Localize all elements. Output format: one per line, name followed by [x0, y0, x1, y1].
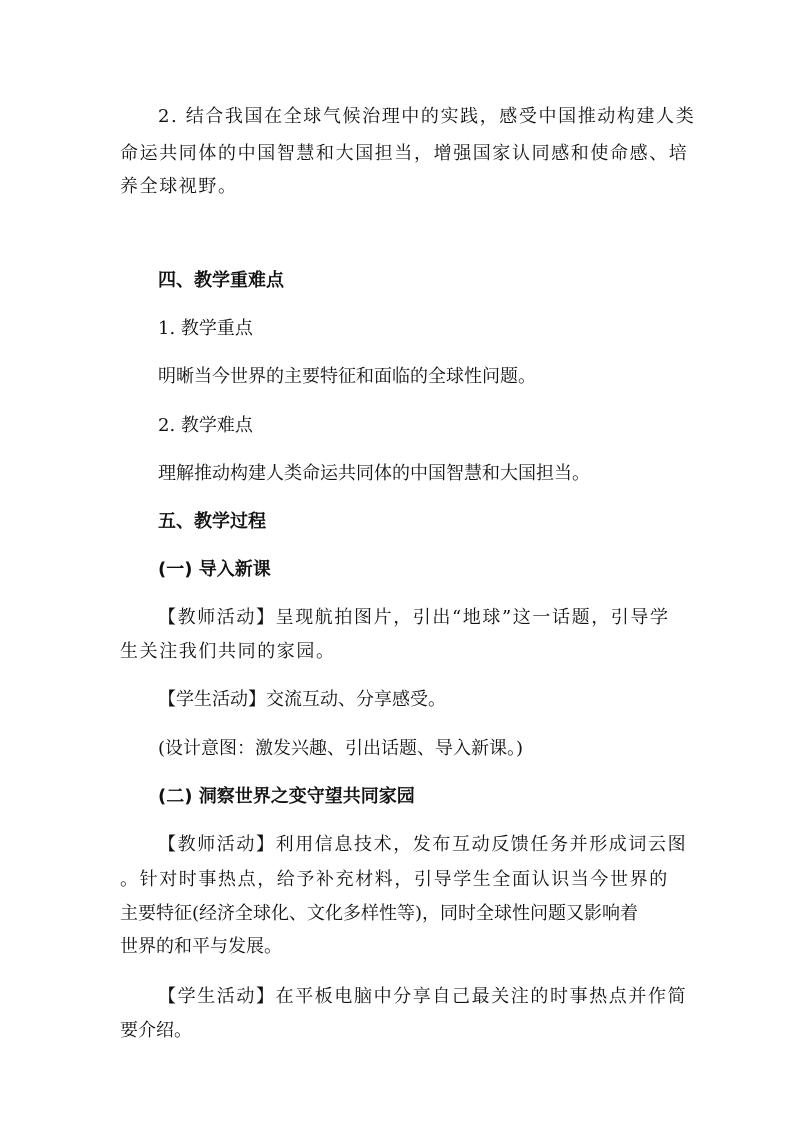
part-1-teacher-line-2: 生关注我们共同的家园。 — [120, 641, 336, 662]
part-2-heading: (二) 洞察世界之变守望共同家园 — [158, 786, 415, 807]
difficult-point-label: 2. 教学难点 — [158, 415, 253, 436]
part-1-student: 【学生活动】交流互动、分享感受。 — [158, 689, 446, 710]
part-2-teacher-line-2: 。针对时事热点，给予补充材料，引导学生全面认识当今世界的 — [120, 869, 669, 890]
part-2-teacher-line-1: 【教师活动】利用信息技术，发布互动反馈任务并形成词云图 — [158, 834, 688, 855]
part-2-teacher-line-3: 主要特征(经济全球化、文化多样性等)，同时全球性问题又影响着 — [120, 903, 639, 924]
key-point-text: 明晰当今世界的主要特征和面临的全球性问题。 — [158, 366, 536, 387]
section-5-heading: 五、教学过程 — [158, 511, 266, 532]
part-2-student-line-2: 要介绍。 — [120, 1020, 192, 1041]
objective-2-line-3: 养全球视野。 — [120, 176, 238, 197]
objective-2-line-2: 命运共同体的中国智慧和大国担当，增强国家认同感和使命感、培 — [120, 143, 689, 164]
part-2-student-line-1: 【学生活动】在平板电脑中分享自己最关注的时事热点并作简 — [158, 986, 688, 1007]
part-2-teacher-line-4: 世界的和平与发展。 — [120, 936, 282, 957]
part-1-teacher-line-1: 【教师活动】呈现航拍图片，引出“地球”这一话题，引导学 — [158, 607, 670, 628]
objective-2-line-1: 2. 结合我国在全球气候治理中的实践，感受中国推动构建人类 — [158, 106, 696, 127]
difficult-point-text: 理解推动构建人类命运共同体的中国智慧和大国担当。 — [158, 463, 590, 484]
part-1-design-intent: (设计意图：激发兴趣、引出话题、导入新课。) — [158, 738, 524, 759]
section-4-heading: 四、教学重难点 — [158, 270, 284, 291]
key-point-label: 1. 教学重点 — [158, 318, 253, 339]
part-1-heading: (一) 导入新课 — [158, 559, 271, 580]
